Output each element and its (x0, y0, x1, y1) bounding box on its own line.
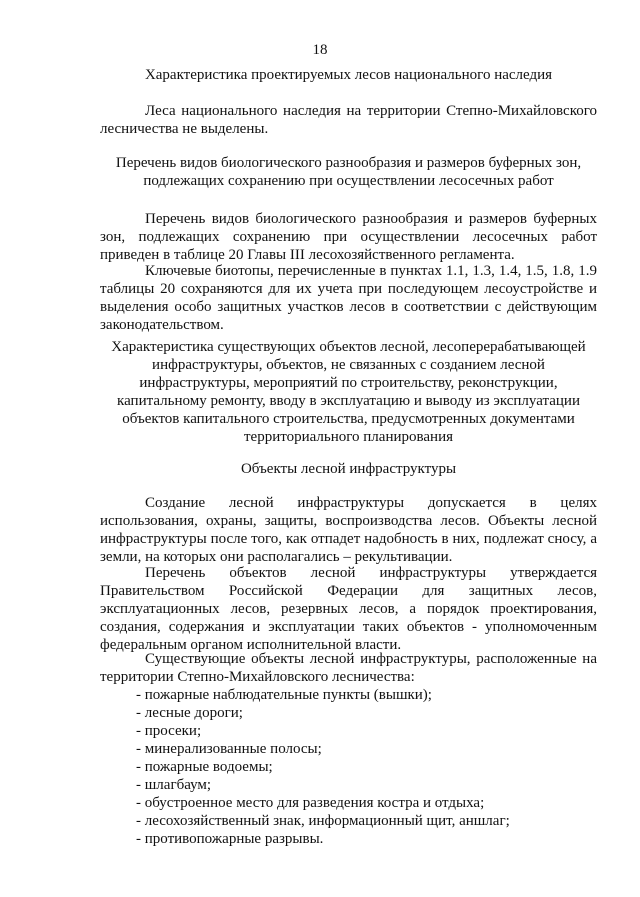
heading-objects: Объекты лесной инфраструктуры (240, 461, 457, 477)
page-number: 18 (312, 42, 328, 58)
heading-national-forests: Характеристика проектируемых лесов национального наследия (144, 67, 553, 83)
paragraph-biodiversity-1: Перечень видов биологического разнообразия и размеров буферных зон, подлежащих сохранению при осуществлении лесосечных работ приведен в таблице 20 Главы III лесохозяйственного регламента. (100, 211, 597, 263)
paragraph-objects-3: Существующие объекты лесной инфраструктуры, расположенные на территории Степно-Михайловского лесничества: (100, 651, 597, 685)
paragraph-national-forests: Леса национального наследия на территории Степно-Михайловского лесничества не выделены. (100, 103, 597, 137)
paragraph-objects-2: Перечень объектов лесной инфраструктуры утверждается Правительством Российской Федерации для защитных лесов, эксплуатационных лесов, резервных лесов, а порядок проектирования, создания, содержания и эксплуатации таких объектов - уполномоченным федеральным органом исполнительной власти. (100, 565, 597, 653)
list-item: - шлагбаум; (136, 777, 212, 793)
list-item: - обустроенное место для разведения костра и отдыха; (136, 795, 485, 811)
heading-line: инфраструктуры, мероприятий по строительству, реконструкции, (139, 375, 558, 391)
list-item: - пожарные водоемы; (136, 759, 273, 775)
infrastructure-list (100, 686, 597, 848)
heading-line: капитальному ремонту, вводу в эксплуатацию и выводу из эксплуатации (117, 393, 580, 409)
paragraph-biodiversity-2: Ключевые биотопы, перечисленные в пунктах 1.1, 1.3, 1.4, 1.5, 1.8, 1.9 таблицы 20 сохраняются для их учета при последующем лесоустройстве и выделения особо защитных участков лесов в соответствии с действующим законодательством. (100, 263, 597, 333)
list-item: - просеки; (136, 723, 202, 739)
list-item: - лесохозяйственный знак, информационный щит, аншлаг; (136, 813, 510, 829)
heading-line: подлежащих сохранению при осуществлении лесосечных работ (143, 173, 554, 189)
list-item: - противопожарные разрывы. (136, 831, 324, 847)
heading-infrastructure (100, 338, 597, 446)
heading-line: Характеристика существующих объектов лесной, лесоперерабатывающей (111, 339, 586, 355)
heading-line: объектов капитального строительства, предусмотренных документами (122, 411, 575, 427)
heading-biodiversity (100, 154, 597, 190)
list-item: - лесные дороги; (136, 705, 243, 721)
heading-line: инфраструктуры, объектов, не связанных с созданием лесной (152, 357, 545, 373)
list-item: - минерализованные полосы; (136, 741, 322, 757)
heading-line: территориального планирования (243, 429, 454, 445)
paragraph-objects-1: Создание лесной инфраструктуры допускается в целях использования, охраны, защиты, воспроизводства лесов. Объекты лесной инфраструктуры после того, как отпадет надобность в них, подлежат сносу, а земли, на которых они располагались – рекультивации. (100, 495, 597, 565)
heading-line: Перечень видов биологического разнообразия и размеров буферных зон, (115, 155, 582, 171)
list-item: - пожарные наблюдательные пункты (вышки); (136, 687, 432, 703)
